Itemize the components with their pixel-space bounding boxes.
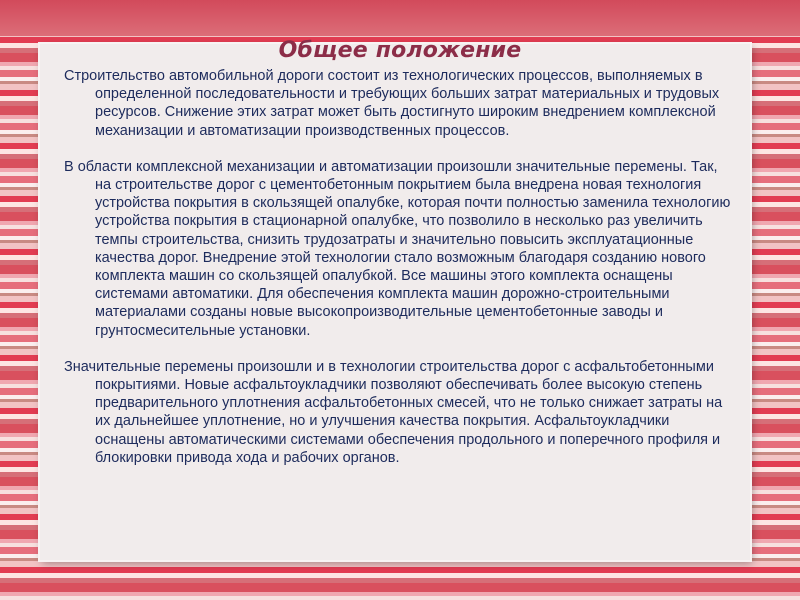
slide-title: Общее положение — [278, 38, 522, 63]
paragraph-1: Строительство автомобильной дороги состоит из технологических процессов, выполняемых в определенной последовательности и требующих больших затрат материальных и трудовых ресурсов. Снижение этих затрат может быть достигнуто широким внедрением комплексной механизации и автоматизации производственных процессов. — [64, 68, 720, 139]
paragraph-3: Значительные перемены произошли и в технологии строительства дорог с асфальтобетонными покрытиями. Новые асфальтоукладчики позволяют обеспечивать более высокую степень предварительного уплотнения асфальтобетонных смесей, что не только снижает затраты на их дальнейшее уплотнение, но и улучшения качества покрытия. Асфальтоукладчики оснащены автоматическими системами обеспечения продольного и поперечного профиля и блокировки привода хода и рабочих органов. — [64, 358, 723, 466]
paragraph-2: В области комплексной механизации и автоматизации произошли значительные перемены. Так, на строительстве дорог с цементобетонным покрытием была внедрена новая технология устройства покрытия в скользящей опалубке, которая почти полностью заменила технологию устройства покрытия в стационарной опалубке, что позволило в несколько раз увеличить темпы строительства, снизить трудозатраты и значительно повысить эксплуатационные качества дорог. Внедрение этой технологии стало возможным благодаря созданию нового комплекта машин со скользящей опалубкой. Все машины этого комплекта оснащены системами автоматики. Для обеспечения комплекта машин дорожно-строительными материалами созданы новые высокопроизводительные цементобетонные заводы и грунтосмесительные установки. — [64, 158, 731, 339]
background-top-band — [0, 0, 800, 36]
slide-body — [64, 67, 732, 485]
